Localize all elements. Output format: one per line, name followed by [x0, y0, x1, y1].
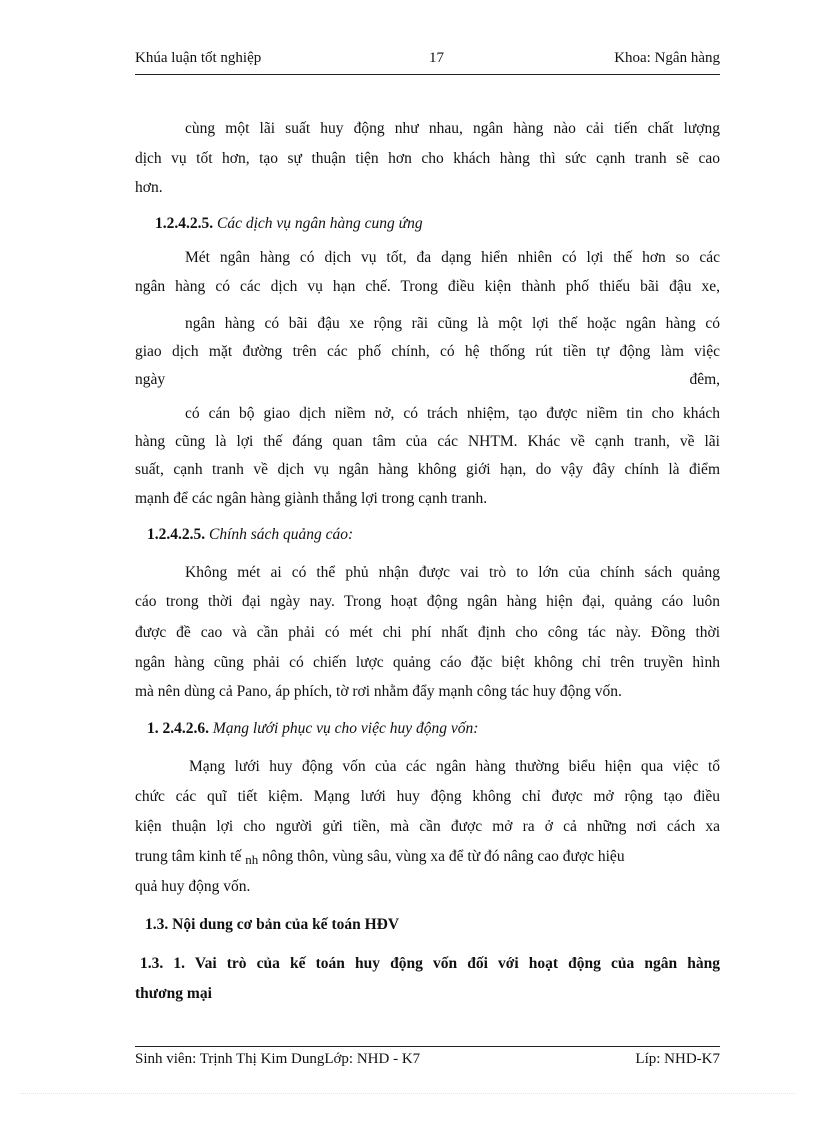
- line-word-left: ngày: [135, 371, 166, 388]
- paragraph-line: được đề cao và cần phải có mét chi phí nhất định cho công tác này. Đồng thời: [135, 624, 720, 641]
- footer-class: Líp: NHD-K7: [635, 1051, 720, 1067]
- paragraph-line: suất, cạnh tranh về dịch vụ ngân hàng không giới hạn, do vậy đây chính là điểm: [135, 461, 720, 478]
- paragraph-line: cáo trong thời đại ngày nay. Trong hoạt động ngân hàng hiện đại, quảng cáo luôn: [135, 593, 720, 610]
- paragraph-line: ngân hàng có bãi đậu xe rộng rãi cũng là một lợi thế hoặc ngân hàng có: [185, 315, 720, 332]
- heading-1-3-1: 1.3. 1. Vai trò của kế toán huy động vốn đối với hoạt động của ngân hàng: [140, 955, 720, 972]
- page-header: [135, 50, 720, 75]
- paragraph-line: dịch vụ tốt hơn, tạo sự thuận tiện hơn cho khách hàng thì sức cạnh tranh sẽ cao: [135, 150, 720, 167]
- header-faculty-label: Khoa: Ngân hàng: [614, 50, 720, 66]
- paragraph-line: mà nên dùng cả Pano, áp phích, tờ rơi nhằm đẩy mạnh công tác huy động vốn.: [135, 683, 622, 700]
- paragraph-line: giao dịch mặt đường trên các phố chính, có hệ thống rút tiền tự động làm việc: [135, 343, 720, 360]
- line-word-right: đêm,: [689, 371, 720, 388]
- paragraph-line: cùng một lãi suất huy động như nhau, ngân hàng nào cải tiến chất lượng: [185, 120, 720, 137]
- paragraph-line: Mạng lưới huy động vốn của các ngân hàng thường biểu hiện qua việc tổ: [189, 758, 720, 775]
- section-title: Chính sách quảng cáo:: [209, 526, 354, 543]
- section-number: 1.2.4.2.5.: [147, 526, 206, 543]
- paragraph-line: ngân hàng cũng phải có chiến lược quảng cáo đặc biệt không chỉ trên truyền hình: [135, 654, 720, 671]
- paragraph-line: hàng cũng là lợi thế đáng quan tâm của các NHTM. Khác về cạnh tranh, về lãi: [135, 433, 720, 450]
- paragraph-line: kiện thuận lợi cho người gửi tiền, mà cần được mở ra ở cả những nơi cách xa: [135, 818, 720, 835]
- section-title: Các dịch vụ ngân hàng cung ứng: [217, 215, 423, 232]
- section-number: 1.2.4.2.5.: [155, 215, 214, 232]
- paragraph-line: mạnh để các ngân hàng giành thắng lợi trong cạnh tranh.: [135, 490, 488, 507]
- heading-1-3-1-cont: thương mại: [135, 985, 212, 1002]
- section-number: 1. 2.4.2.6.: [147, 720, 209, 737]
- section-heading-advertising: [147, 526, 732, 544]
- section-heading-network: [147, 720, 732, 738]
- page-footer: [135, 1046, 720, 1071]
- paragraph-line: ngân hàng có các dịch vụ hạn chế. Trong điều kiện thành phố thiếu bãi đậu xe,: [135, 278, 720, 295]
- bottom-dotted-divider: [20, 1093, 796, 1094]
- section-heading-services: [155, 215, 740, 233]
- page-number: 17: [429, 50, 444, 66]
- header-thesis-label: Khúa luận tốt nghiệp: [135, 50, 262, 66]
- paragraph-line: chức các quĩ tiết kiệm. Mạng lưới huy động không chỉ được mở rộng tạo điều: [135, 788, 720, 805]
- line-subscript-fragment: nh: [245, 852, 259, 867]
- paragraph-line: hơn.: [135, 179, 163, 196]
- paragraph-line: Không mét ai có thể phủ nhận được vai trò to lớn của chính sách quảng: [185, 564, 720, 581]
- paragraph-line: Mét ngân hàng có dịch vụ tốt, đa dạng hiển nhiên có lợi thế hơn so các: [185, 249, 720, 266]
- paragraph-line: [135, 848, 720, 866]
- footer-student-info: Sinh viên: Trịnh Thị Kim DungLớp: NHD - K7: [135, 1051, 421, 1067]
- line-text: trung tâm kinh tế: [135, 848, 242, 865]
- heading-1-3: 1.3. Nội dung cơ bản của kế toán HĐV: [145, 916, 400, 933]
- paragraph-line: có cán bộ giao dịch niềm nở, có trách nhiệm, tạo được niềm tin cho khách: [185, 405, 720, 422]
- paragraph-line: quả huy động vốn.: [135, 878, 251, 895]
- line-text: nông thôn, vùng sâu, vùng xa để từ đó nâng cao được hiệu: [262, 848, 625, 865]
- section-title: Mạng lưới phục vụ cho việc huy động vốn:: [212, 720, 479, 737]
